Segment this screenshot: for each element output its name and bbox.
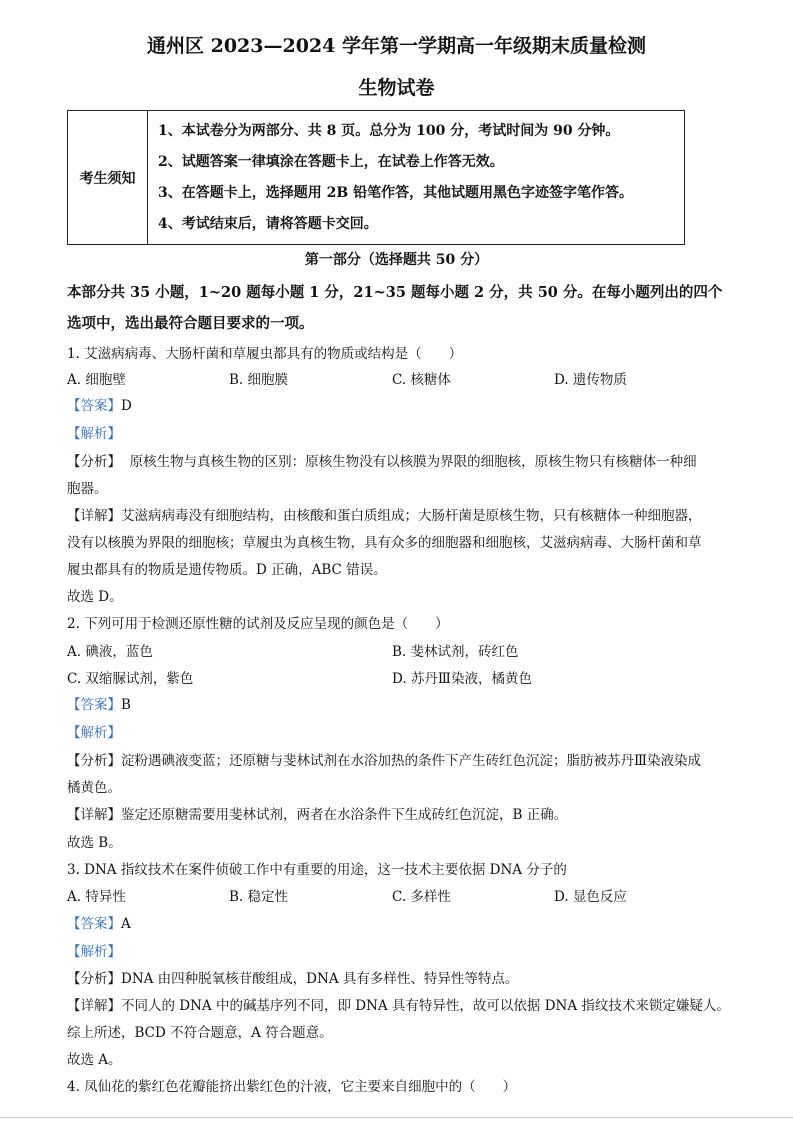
- page-bottom-divider: [0, 1117, 793, 1118]
- question-1-conclusion: 故选 D。: [67, 589, 123, 605]
- question-2-fenxi-line-2: 橘黄色。: [67, 780, 121, 796]
- question-1-option-a: A. 细胞壁: [67, 372, 126, 388]
- question-1-option-d: D. 遗传物质: [554, 372, 627, 388]
- question-4-stem: 4. 凤仙花的紫红色花瓣能挤出紫红色的汁液，它主要来自细胞中的（ ）: [67, 1079, 517, 1095]
- detail-text: 鉴定还原糖需要用斐林试剂，两者在水浴条件下生成砖红色沉淀，B 正确。: [121, 807, 568, 823]
- notice-box: [67, 110, 685, 245]
- detail-tag: 【详解】: [67, 807, 121, 823]
- question-2-option-c: C. 双缩脲试剂，紫色: [67, 671, 194, 687]
- notice-item-3: 3、在答题卡上，选择题用 2B 铅笔作答，其他试题用黑色字迹签字笔作答。: [158, 185, 634, 201]
- question-3-option-b: B. 稳定性: [229, 889, 289, 905]
- notice-label: 考生须知: [68, 111, 148, 244]
- section-title: 第一部分（选择题共 50 分）: [304, 252, 489, 268]
- answer-tag: 【答案】: [67, 697, 121, 713]
- notice-item-2: 2、试题答案一律填涂在答题卡上，在试卷上作答无效。: [158, 154, 504, 170]
- detail-text: 不同人的 DNA 中的碱基序列不同，即 DNA 具有特异性，故可以依据 DNA 指纹技术来锁定嫌疑人。: [121, 998, 730, 1014]
- question-3-option-c: C. 多样性: [392, 889, 451, 905]
- notice-item-4: 4、考试结束后，请将答题卡交回。: [158, 216, 378, 232]
- question-1-answer: [67, 394, 132, 414]
- question-1-fenxi-line-2: 胞器。: [67, 481, 108, 497]
- question-3-stem: 3. DNA 指纹技术在案件侦破工作中有重要的用途，这一技术主要依据 DNA 分子的: [67, 862, 567, 878]
- question-2-stem: 2. 下列可用于检测还原性糖的试剂及反应呈现的颜色是（ ）: [67, 616, 449, 632]
- detail-text: 艾滋病病毒没有细胞结构，由核酸和蛋白质组成；大肠杆菌是原核生物，只有核糖体一种细胞器，: [121, 508, 702, 524]
- question-1-fenxi-line-1: [67, 450, 697, 470]
- question-1-detail-line-3: 履虫都具有的物质是遗传物质。D 正确，ABC 错误。: [67, 562, 387, 578]
- question-1-detail-line-2: 没有以核膜为界限的细胞核；草履虫为真核生物，具有众多的细胞器和细胞核，艾滋病病毒、大肠杆菌和草: [67, 535, 702, 551]
- question-3-detail-line-1: [67, 994, 730, 1014]
- fenxi-tag: 【分析】: [67, 454, 121, 470]
- page-subtitle: 生物试卷: [358, 77, 435, 99]
- analysis-tag: 【解析】: [67, 426, 121, 442]
- answer-tag: 【答案】: [67, 398, 121, 414]
- fenxi-text: DNA 由四种脱氧核苷酸组成，DNA 具有多样性、特异性等特点。: [121, 971, 519, 987]
- question-2-option-d: D. 苏丹Ⅲ染液，橘黄色: [392, 671, 532, 687]
- analysis-tag: 【解析】: [67, 725, 121, 741]
- question-1-stem: 1. 艾滋病病毒、大肠杆菌和草履虫都具有的物质或结构是（ ）: [67, 346, 463, 362]
- detail-tag: 【详解】: [67, 998, 121, 1014]
- question-3-option-d: D. 显色反应: [554, 889, 627, 905]
- answer-tag: 【答案】: [67, 916, 121, 932]
- question-2-option-a: A. 碘液，蓝色: [67, 644, 153, 660]
- question-2-detail-line-1: [67, 803, 567, 823]
- question-3-fenxi-line-1: [67, 967, 518, 987]
- fenxi-tag: 【分析】: [67, 971, 121, 987]
- question-1-option-b: B. 细胞膜: [229, 372, 289, 388]
- question-2-fenxi-line-1: [67, 749, 701, 769]
- question-3-conclusion: 故选 A。: [67, 1052, 122, 1068]
- fenxi-text: 原核生物与真核生物的区别：原核生物没有以核膜为界限的细胞核，原核生物只有核糖体一种细: [129, 454, 697, 470]
- section-intro-line-2: 选项中，选出最符合题目要求的一项。: [67, 315, 314, 332]
- fenxi-text: 淀粉遇碘液变蓝；还原糖与斐林试剂在水浴加热的条件下产生砖红色沉淀；脂肪被苏丹Ⅲ染液染成: [121, 753, 702, 769]
- answer-value: B: [121, 697, 131, 713]
- fenxi-tag: 【分析】: [67, 753, 121, 769]
- question-1-option-c: C. 核糖体: [392, 372, 451, 388]
- question-3-detail-line-2: 综上所述，BCD 不符合题意，A 符合题意。: [67, 1025, 333, 1041]
- notice-item-1: 1、本试卷分为两部分、共 8 页。总分为 100 分，考试时间为 90 分钟。: [158, 123, 620, 139]
- answer-value: A: [121, 916, 131, 932]
- analysis-tag: 【解析】: [67, 944, 121, 960]
- section-intro-line-1: 本部分共 35 小题，1~20 题每小题 1 分，21~35 题每小题 2 分，共 50 分。在每小题列出的四个: [67, 284, 723, 301]
- question-2-answer: [67, 693, 131, 713]
- answer-value: D: [121, 398, 132, 414]
- question-3-answer: [67, 912, 131, 932]
- detail-tag: 【详解】: [67, 508, 121, 524]
- question-3-option-a: A. 特异性: [67, 889, 126, 905]
- question-2-conclusion: 故选 B。: [67, 835, 122, 851]
- question-2-option-b: B. 斐林试剂，砖红色: [392, 644, 519, 660]
- question-1-detail-line-1: [67, 504, 702, 524]
- page-title: 通州区 2023—2024 学年第一学期高一年级期末质量检测: [147, 35, 646, 57]
